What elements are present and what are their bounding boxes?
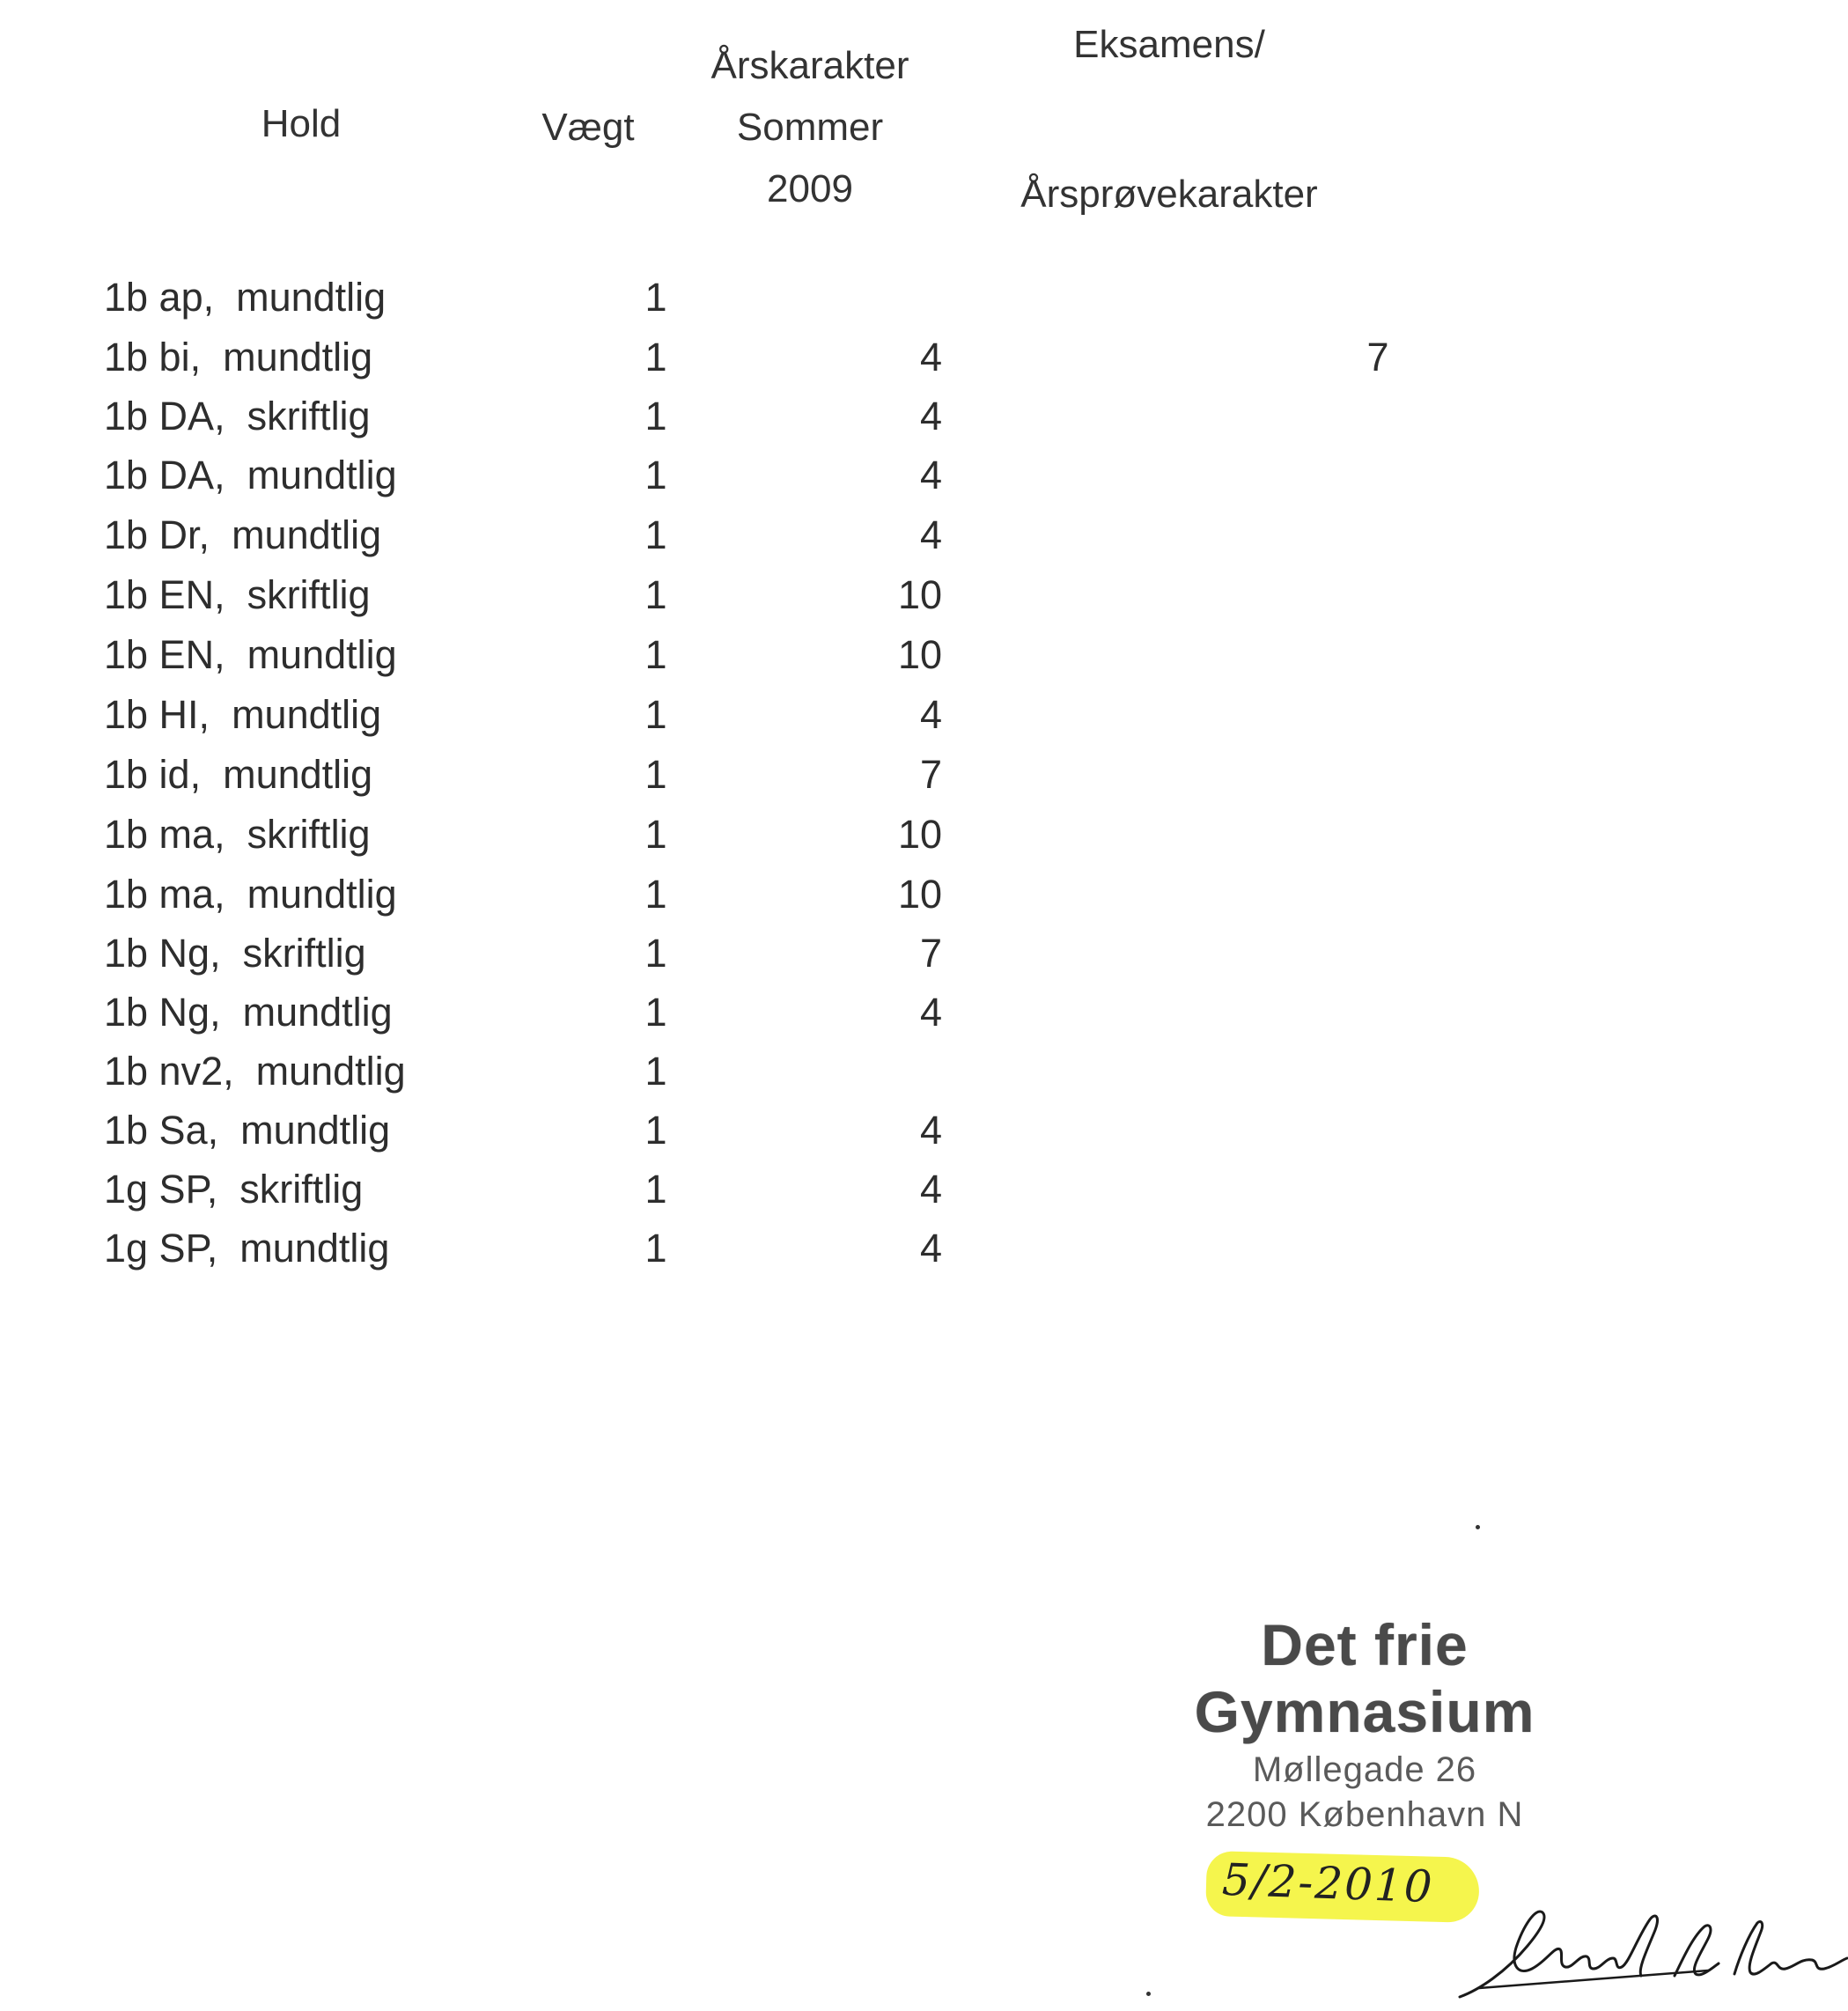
year-grade-cell: 4 bbox=[919, 453, 942, 497]
hold-cell: 1b EN, skriftlig bbox=[104, 572, 371, 617]
year-grade-cell: 10 bbox=[897, 632, 942, 677]
weight-cell: 1 bbox=[644, 931, 667, 976]
year-grade-cell: 10 bbox=[897, 812, 942, 857]
year-grade-cell: 4 bbox=[919, 692, 942, 737]
weight-cell: 1 bbox=[644, 453, 667, 497]
year-grade-cell: 4 bbox=[919, 1167, 942, 1212]
weight-cell: 1 bbox=[644, 692, 667, 737]
table-row bbox=[0, 1108, 1848, 1160]
hold-cell: 1b EN, mundtlig bbox=[104, 632, 397, 677]
table-row bbox=[0, 632, 1848, 685]
hold-cell: 1b Dr, mundtlig bbox=[104, 512, 382, 557]
hold-cell: 1g SP, skriftlig bbox=[104, 1167, 364, 1212]
table-row bbox=[0, 275, 1848, 328]
weight-cell: 1 bbox=[644, 812, 667, 857]
hold-cell: 1b DA, mundtlig bbox=[104, 453, 397, 497]
year-grade-cell: 4 bbox=[919, 335, 942, 379]
stamp-school-name: Det frie Gymnasium bbox=[1194, 1612, 1535, 1744]
year-grade-cell: 4 bbox=[919, 1108, 942, 1153]
header-year-grade-line1: Årskarakter bbox=[710, 44, 909, 87]
table-row bbox=[0, 1226, 1848, 1278]
date-text: 5/2-2010 bbox=[1221, 1853, 1435, 1913]
weight-cell: 1 bbox=[644, 632, 667, 677]
hold-cell: 1b bi, mundtlig bbox=[104, 335, 373, 379]
exam-grade-cell: 7 bbox=[1366, 335, 1389, 379]
hold-cell: 1b HI, mundtlig bbox=[104, 692, 382, 737]
table-row bbox=[0, 572, 1848, 625]
header-weight: Vægt bbox=[541, 106, 635, 149]
table-row bbox=[0, 394, 1848, 446]
header-hold: Hold bbox=[261, 102, 342, 145]
weight-cell: 1 bbox=[644, 275, 667, 320]
hold-cell: 1b DA, skriftlig bbox=[104, 394, 371, 438]
hold-cell: 1b id, mundtlig bbox=[104, 752, 373, 797]
stamp-city: 2200 København N bbox=[1205, 1795, 1524, 1834]
header-exam-grade-line1: Eksamens/ bbox=[1073, 23, 1265, 66]
weight-cell: 1 bbox=[644, 990, 667, 1035]
weight-cell: 1 bbox=[644, 335, 667, 379]
school-stamp bbox=[1083, 1611, 1646, 1835]
year-grade-cell: 4 bbox=[919, 512, 942, 557]
header-exam-grade-line2: Årsprøvekarakter bbox=[1020, 173, 1318, 216]
weight-cell: 1 bbox=[644, 872, 667, 917]
header-year-grade-line3: 2009 bbox=[767, 167, 853, 210]
table-row bbox=[0, 812, 1848, 865]
year-grade-cell: 7 bbox=[919, 931, 942, 976]
weight-cell: 1 bbox=[644, 572, 667, 617]
header-year-grade-line2: Sommer bbox=[736, 106, 884, 149]
hold-cell: 1b Ng, skriftlig bbox=[104, 931, 366, 976]
year-grade-cell: 10 bbox=[897, 872, 942, 917]
year-grade-cell: 4 bbox=[919, 1226, 942, 1271]
table-row bbox=[0, 692, 1848, 745]
table-row bbox=[0, 1049, 1848, 1101]
weight-cell: 1 bbox=[644, 1108, 667, 1153]
scan-speck bbox=[1146, 1992, 1151, 1996]
table-row bbox=[0, 335, 1848, 387]
signature-image bbox=[1444, 1884, 1848, 2007]
weight-cell: 1 bbox=[644, 394, 667, 438]
year-grade-cell: 4 bbox=[919, 990, 942, 1035]
weight-cell: 1 bbox=[644, 1226, 667, 1271]
year-grade-cell: 10 bbox=[897, 572, 942, 617]
hold-cell: 1b ma, mundtlig bbox=[104, 872, 397, 917]
table-row bbox=[0, 512, 1848, 565]
scan-speck bbox=[1476, 1525, 1480, 1529]
table-row bbox=[0, 1167, 1848, 1219]
table-row bbox=[0, 931, 1848, 983]
weight-cell: 1 bbox=[644, 1049, 667, 1094]
table-row bbox=[0, 453, 1848, 505]
table-row bbox=[0, 990, 1848, 1042]
weight-cell: 1 bbox=[644, 752, 667, 797]
hold-cell: 1g SP, mundtlig bbox=[104, 1226, 390, 1271]
weight-cell: 1 bbox=[644, 512, 667, 557]
year-grade-cell: 4 bbox=[919, 394, 942, 438]
weight-cell: 1 bbox=[644, 1167, 667, 1212]
table-row bbox=[0, 872, 1848, 924]
table-row bbox=[0, 752, 1848, 805]
hold-cell: 1b ma, skriftlig bbox=[104, 812, 371, 857]
hold-cell: 1b nv2, mundtlig bbox=[104, 1049, 406, 1094]
hold-cell: 1b ap, mundtlig bbox=[104, 275, 387, 320]
year-grade-cell: 7 bbox=[919, 752, 942, 797]
hold-cell: 1b Ng, mundtlig bbox=[104, 990, 393, 1035]
hold-cell: 1b Sa, mundtlig bbox=[104, 1108, 391, 1153]
stamp-street: Møllegade 26 bbox=[1252, 1750, 1477, 1789]
